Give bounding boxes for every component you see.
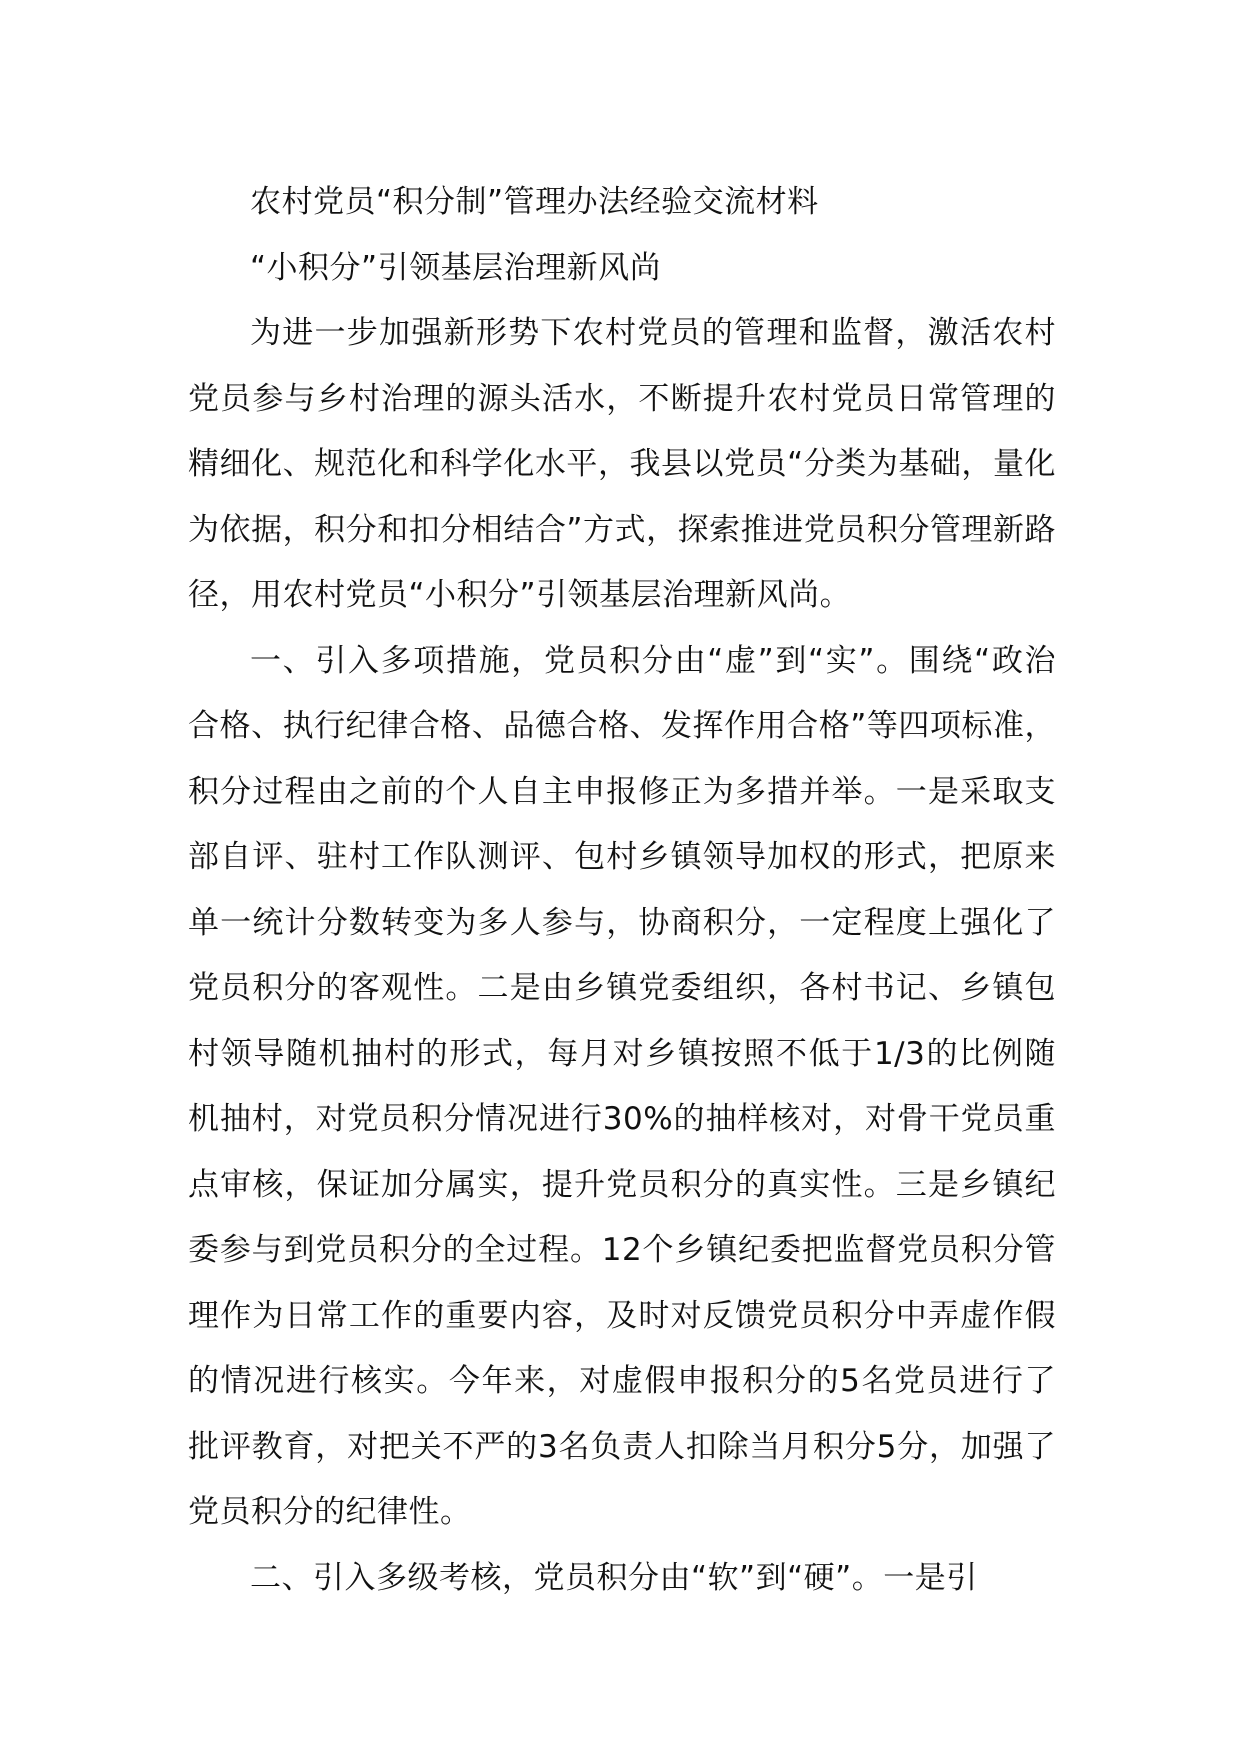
document-body (188, 170, 1056, 1611)
paragraph-section-one: 一、引入多项措施，党员积分由“虚”到“实”。围绕“政治合格、执行纪律合格、品德合格、发挥作用合格”等四项标准，积分过程由之前的个人自主申报修正为多措并举。一是采取支部自评、驻村工作队测评、包村乡镇领导加权的形式，把原来单一统计分数转变为多人参与，协商积分，一定程度上强化了党员积分的客观性。二是由乡镇党委组织，各村书记、乡镇包村领导随机抽村的形式，每月对乡镇按照不低于1/3的比例随机抽村，对党员积分情况进行30%的抽样核对，对骨干党员重点审核，保证加分属实，提升党员积分的真实性。三是乡镇纪委参与到党员积分的全过程。12个乡镇纪委把监督党员积分管理作为日常工作的重要内容，及时对反馈党员积分中弄虚作假的情况进行核实。今年来，对虚假申报积分的5名党员进行了批评教育，对把关不严的3名负责人扣除当月积分5分，加强了党员积分的纪律性。 (188, 642, 1056, 1530)
document-title: 农村党员“积分制”管理办法经验交流材料 (250, 184, 819, 220)
paragraph-intro: 为进一步加强新形势下农村党员的管理和监督，激活农村党员参与乡村治理的源头活水，不断提升农村党员日常管理的精细化、规范化和科学化水平，我县以党员“分类为基础，量化为依据，积分和扣分相结合”方式，探索推进党员积分管理新路径，用农村党员“小积分”引领基层治理新风尚。 (188, 315, 1056, 613)
document-subtitle: “小积分”引领基层治理新风尚 (250, 249, 662, 286)
paragraph-section-two: 二、引入多级考核，党员积分由“软”到“硬”。一是引 (250, 1559, 978, 1596)
